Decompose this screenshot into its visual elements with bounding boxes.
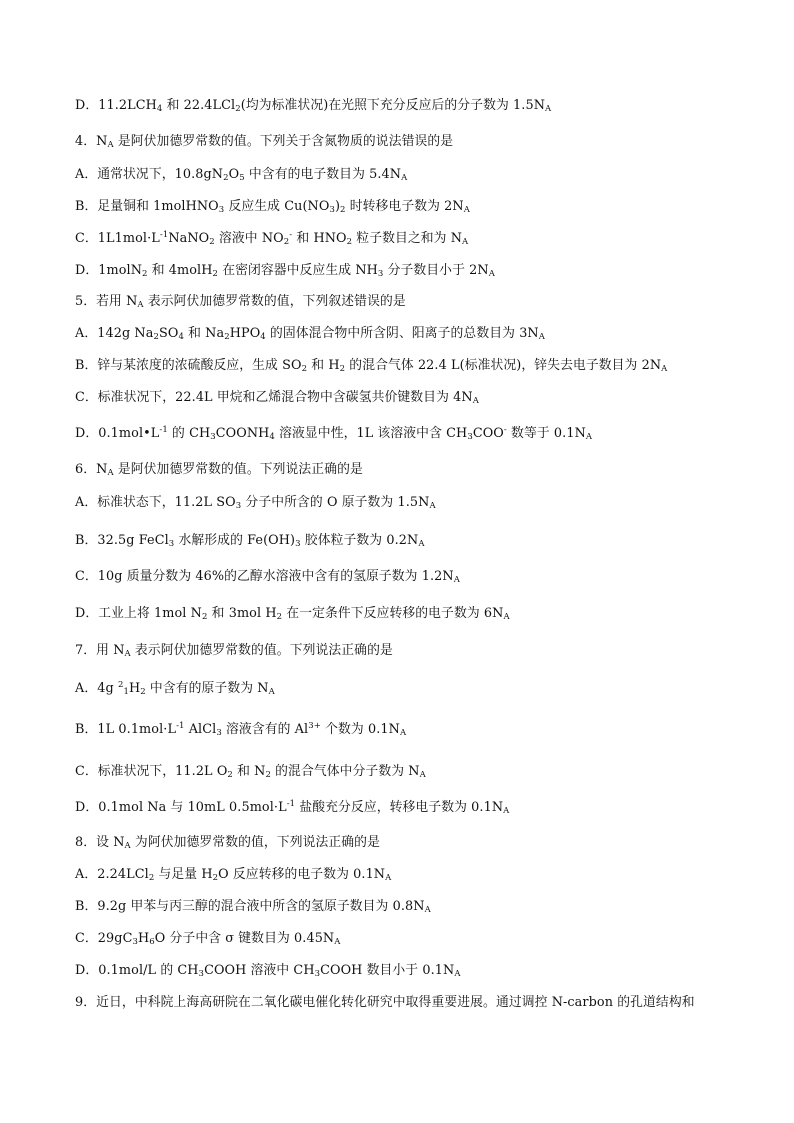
text-line: 9．近日，中科院上海高研院在二氧化碳电催化转化研究中取得重要进展。通过调控 N-carbon 的孔道结构和: [75, 995, 695, 1010]
text-line: C．$1L1mol\cdot L^{-1}NaNO_2$ 溶液中 $NO_2^-$ 和 $HNO_2$ 粒子数目之和为 $N_A$: [75, 230, 469, 247]
text-line: B．1L $0.1mol\cdot L^{-1}$ AlCl$_3$ 溶液含有的 $Al^{3+}$ 个数为 $0.1N_A$: [75, 721, 407, 738]
text-line: C．10g 质量分数为 46%的乙醇水溶液中含有的氢原子数为 $1.2N_A$: [75, 569, 460, 585]
text-line: 5．若用 $N_A$ 表示阿伏加德罗常数的值，下列叙述错误的是: [75, 294, 406, 310]
text-line: B．9.2g 甲苯与丙三醇的混合液中所含的氢原子数目为 $0.8N_A$: [75, 899, 431, 915]
text-line: B．锌与某浓度的浓硫酸反应，生成 $SO_2$ 和 $H_2$ 的混合气体 22.4 L(标准状况)，锌失去电子数目为 $2N_A$: [75, 358, 668, 374]
text-line: D．1molN$_2$ 和 4molH$_2$ 在密闭容器中反应生成 $NH_3$ 分子数目小于 $2N_A$: [75, 263, 495, 279]
text-line: B．32.5g FeCl$_3$ 水解形成的 $Fe(OH)_3$ 胶体粒子数为 $0.2N_A$: [75, 533, 425, 549]
text-line: B．足量铜和 1molHNO$_3$ 反应生成 $Cu(NO_3)_2$ 时转移电子数为 $2N_A$: [75, 199, 470, 215]
text-line: D．$11.2LCH_4$ 和 22.4LCl$_2$(均为标准状况)在光照下充分反应后的分子数为 $1.5N_A$: [75, 98, 552, 114]
text-line: D．0.1mol Na 与 10mL $0.5mol\cdot L^{-1}$ 盐酸充分反应，转移电子数为 $0.1N_A$: [75, 799, 510, 816]
text-line: A．2.24LCl$_2$ 与足量 $H_2O$ 反应转移的电子数为 $0.1N_A$: [75, 867, 392, 883]
text-line: D．工业上将 1mol $N_2$ 和 3mol $H_2$ 在一定条件下反应转移的电子数为 $6N_A$: [75, 606, 510, 622]
text-line: C．标准状况下，22.4L 甲烷和乙烯混合物中含碳氢共价键数目为 $4N_A$: [75, 390, 479, 406]
text-line: A．标准状态下，11.2L $SO_3$ 分子中所含的 O 原子数为 $1.5N_A$: [75, 495, 436, 511]
text-line: A．通常状况下，$10.8gN_2O_5$ 中含有的电子数目为 $5.4N_A$: [75, 167, 408, 183]
text-line: C．标准状况下，11.2L $O_2$ 和 $N_2$ 的混合气体中分子数为 $N_A$: [75, 764, 426, 780]
text-line: 4．$N_A$ 是阿伏加德罗常数的值。下列关于含氮物质的说法错误的是: [75, 134, 454, 150]
text-line: D．$0.1mol•L^{-1}$ 的 $CH_3COONH_4$ 溶液显中性，1L 该溶液中含 $CH_3COO^-$ 数等于 $0.1N_A$: [75, 425, 593, 442]
text-line: 7．用 $N_A$ 表示阿伏加德罗常数的值。下列说法正确的是: [75, 643, 393, 659]
text-line: 8．设 $N_A$ 为阿伏加德罗常数的值，下列说法正确的是: [75, 835, 380, 851]
text-line: A．142g $Na_2SO_4$ 和 $Na_2HPO_4$ 的固体混合物中所含阴、阳离子的总数目为 $3N_A$: [75, 326, 545, 342]
text-line: 6．$N_A$ 是阿伏加德罗常数的值。下列说法正确的是: [75, 462, 363, 478]
text-line: C．$29gC_3H_6O$ 分子中含 σ 键数目为 $0.45N_A$: [75, 931, 341, 947]
text-line: D．0.1mol/L 的 $CH_3COOH$ 溶液中 $CH_3COOH$ 数目小于 $0.1N_A$: [75, 963, 461, 979]
text-line: A．4g $^2_1H_2$ 中含有的原子数为 $N_A$: [75, 680, 275, 697]
